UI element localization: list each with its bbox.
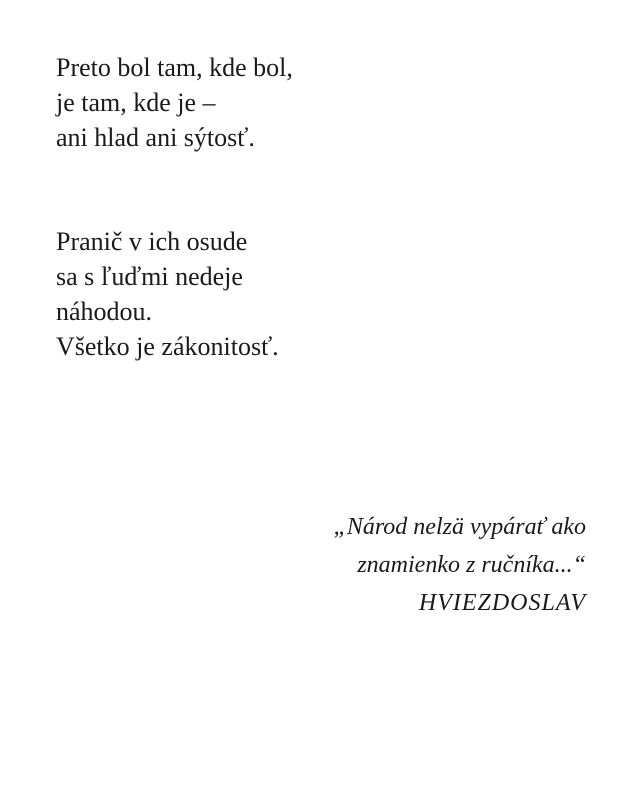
poem-stanza-1 <box>56 50 293 155</box>
verse-line: Všetko je zákonitosť. <box>56 332 279 361</box>
poem-stanza-2 <box>56 224 279 364</box>
quote-author: HVIEZDOSLAV <box>418 590 586 616</box>
verse-line: sa s ľuďmi nedeje <box>56 262 243 291</box>
verse-line: Preto bol tam, kde bol, <box>56 53 293 82</box>
verse-line: je tam, kde je – <box>56 88 216 117</box>
verse-line: náhodou. <box>56 297 153 326</box>
verse-line: Pranič v ich osude <box>56 227 248 256</box>
quote-line: „Národ nelzä vypárať ako <box>333 514 586 540</box>
verse-line: ani hlad ani sýtosť. <box>56 123 255 152</box>
quote-line: znamienko z ručníka...“ <box>357 552 586 578</box>
epigraph-quote <box>334 508 587 622</box>
